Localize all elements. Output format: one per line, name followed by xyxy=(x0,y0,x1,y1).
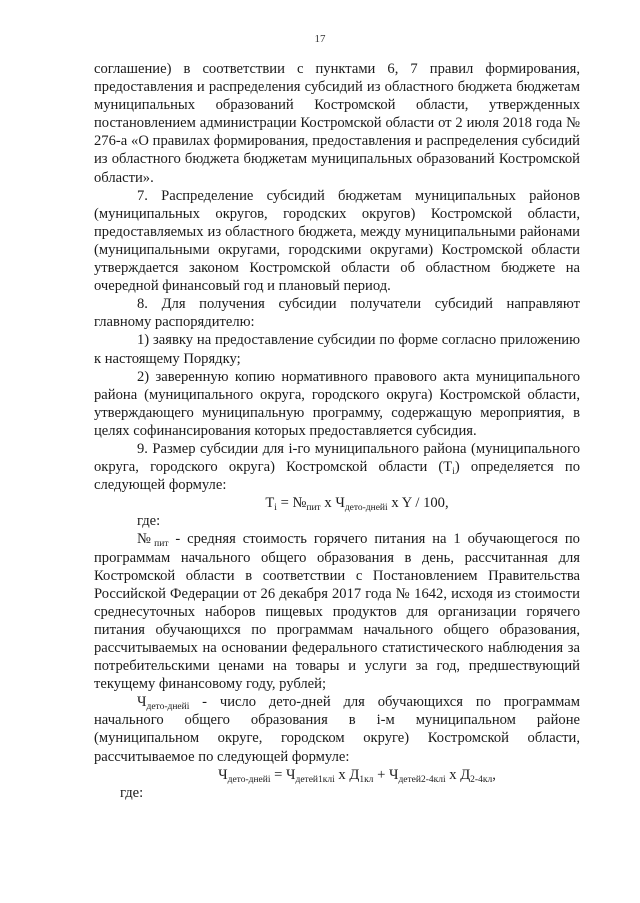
paragraph-9-subscript: i xyxy=(452,467,455,478)
formula-symbol: x Y / 100, xyxy=(387,495,449,512)
formula-subscript: детей2-4клi xyxy=(398,774,446,785)
definition-subscript: пит xyxy=(154,539,169,550)
formula-subscript-part: дето-дней xyxy=(344,503,386,514)
formula-symbol: x Ч xyxy=(320,495,345,512)
formula-subscript: i xyxy=(274,503,277,514)
formula-symbol: Ч xyxy=(218,766,228,783)
formula-subscript: дето-днейi xyxy=(227,774,271,785)
formula-symbol: T xyxy=(265,495,275,512)
definition-text: - средняя стоимость горячего питания на 1 обучающегося по программам начального общего образования в день, рассчитанная для Костромской области в соответствии с Постановлением Правительства Российской Федерации от 26 декабря 2017 года № 1642, исходя из стоимости среднесуточных наборов пищевых продуктов для организации горячего питания обучающихся по программам начального общего образования, рассчитываемых на основании федерального статистического наблюдения за потребительскими ценами на товары и услуги за год, предшествующий текущему финансовому году, рублей; xyxy=(94,531,580,693)
formula-subscript: детей1клi xyxy=(295,774,335,785)
definition-text: - число дето-дней для обучающихся по программам начального общего образования в i-м муниципальном районе (муниципальном округе, городском округе) Костромской области, рассчитываемое по следующей формуле: xyxy=(94,694,580,765)
child-days-formula xyxy=(94,766,580,784)
formula-symbol: + Ч xyxy=(373,766,399,783)
formula-symbol: x Д xyxy=(334,766,360,783)
definition-subscript: дето-днейi xyxy=(146,702,190,713)
formula-symbol: = № xyxy=(276,495,307,512)
formula-symbol: , xyxy=(492,766,496,783)
formula-subscript: пит xyxy=(306,503,321,514)
formula-symbol: x Д xyxy=(445,766,471,783)
where-label: где: xyxy=(137,513,161,530)
formula-subscript-part: i xyxy=(385,503,388,514)
definition-symbol: Ч xyxy=(137,694,147,711)
paragraph-continuation: соглашение) в соответствии с пунктами 6, 7 правил формирования, предоставления и распределения субсидий из областного бюджета бюджетам муниципальных образований Костромской области, утвержденных постановлением администрации Костромской области от 2 июля 2018 года № 276-а «О правилах формирования, предоставления и распределения субсидий из областного бюджета бюджетам муниципальных образований Костромской области». xyxy=(94,61,580,186)
formula-symbol: = Ч xyxy=(270,766,296,783)
paragraph-9 xyxy=(94,440,580,494)
formula-subscript: 2-4кл xyxy=(470,774,493,785)
definition-meal-cost xyxy=(94,530,580,693)
document-body xyxy=(94,60,580,802)
paragraph-7: 7. Распределение субсидий бюджетам муниципальных районов (муниципальных округов, городских округов) Костромской области, предоставляемых из областного бюджета, между муниципальными районами (муниципальными округами, городскими округами) Костромской области утверждается законом Костромской области об областном бюджете на очередной финансовый год и плановый период. xyxy=(94,187,580,295)
formula-subscript: 1кл xyxy=(359,774,374,785)
paragraph-8: 8. Для получения субсидии получатели субсидий направляют главному распорядителю: xyxy=(94,296,580,331)
subsidy-formula xyxy=(94,494,580,512)
list-item-1: 1) заявку на предоставление субсидии по форме согласно приложению к настоящему Порядку; xyxy=(94,332,580,367)
paragraph-9-text: 9. Размер субсидии для i-го муниципального района (муниципального округа, городского округа) Костромской области (T xyxy=(94,440,580,476)
definition-symbol: № xyxy=(137,531,155,548)
definition-child-days xyxy=(94,693,580,765)
where-label: где: xyxy=(120,784,144,801)
formula-subscript xyxy=(345,503,388,513)
paragraph-9-end: ) определяется по следующей формуле: xyxy=(94,459,580,494)
list-item-2: 2) заверенную копию нормативного правового акта муниципального района (муниципального округа, городского округа) Костромской области, утверждающего муниципальную программу, содержащую мероприятия, в целях софинансирования которых предоставляется субсидия. xyxy=(94,368,580,439)
page-number: 17 xyxy=(314,33,326,45)
